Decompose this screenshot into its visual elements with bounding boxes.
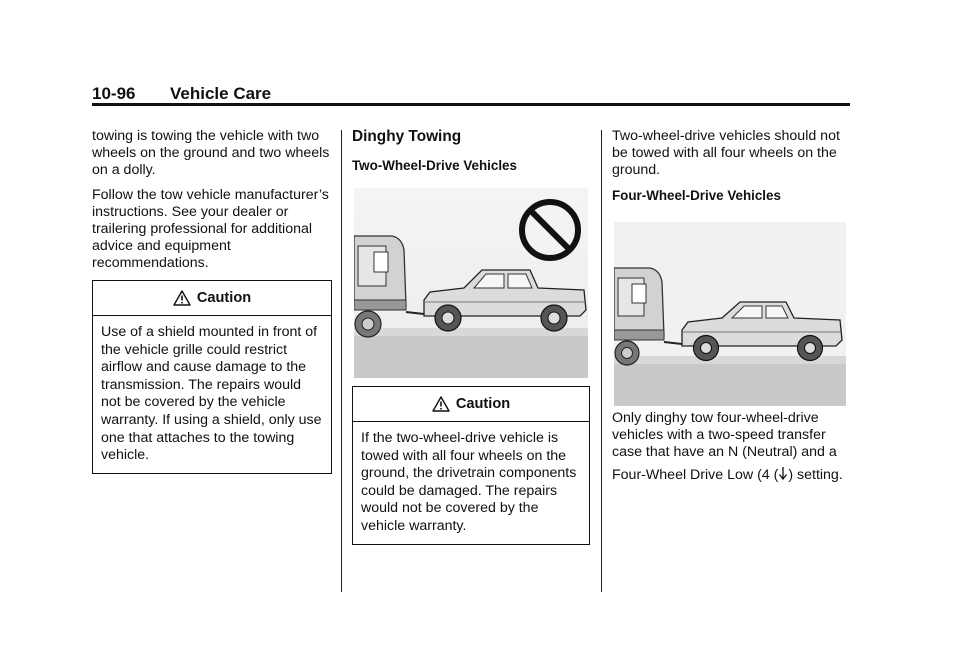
- page-number: 10-96: [92, 84, 136, 103]
- caution-text: If the two-wheel-drive vehicle is towed with all four wheels on the ground, the drivetrain components could be damaged. The repairs would not be covered by the vehicle warranty.: [361, 430, 577, 534]
- warning-triangle-icon: [173, 290, 191, 306]
- caution-box-shield: [92, 280, 332, 474]
- instructions-paragraph: Follow the tow vehicle manufacturer’s instructions. See your dealer or trailering professional for additional advice and equipment recommendations.: [92, 187, 329, 271]
- two-wheel-drive-subheading: Two-Wheel-Drive Vehicles: [352, 158, 517, 173]
- warning-triangle-icon: [432, 396, 450, 412]
- column-2: [352, 128, 590, 545]
- four-wheel-low-line: [612, 465, 852, 485]
- column-3: [612, 128, 852, 493]
- dinghy-towing-heading: Dinghy Towing: [352, 128, 462, 145]
- caution-text: Use of a shield mounted in front of the vehicle grille could restrict airflow and cause damage to the transmission. The repairs would not be covered by the vehicle warranty. If using a shield, only use one that attaches to the towing vehicle.: [101, 324, 322, 464]
- column-divider-1: [341, 130, 342, 592]
- four-wheel-low-text-post: ) setting.: [788, 467, 843, 483]
- column-1: [92, 128, 332, 474]
- caution-title: Caution: [196, 289, 252, 306]
- section-title: Vehicle Care: [170, 84, 272, 103]
- four-wheel-drive-towing-illustration: [614, 222, 846, 406]
- intro-paragraph: towing is towing the vehicle with two wheels on the ground and two wheels on a dolly.: [92, 128, 330, 178]
- four-wheel-drive-paragraph: Only dinghy tow four-wheel-drive vehicles with a two-speed transfer case that have an N (Neutral) and a: [612, 410, 837, 460]
- caution-header: [353, 387, 589, 422]
- caution-header: [93, 281, 331, 316]
- caution-box-drivetrain: [352, 386, 590, 545]
- four-wheel-drive-subheading: Four-Wheel-Drive Vehicles: [612, 188, 781, 203]
- two-wheel-drive-note: Two-wheel-drive vehicles should not be towed with all four wheels on the ground.: [612, 128, 840, 178]
- column-divider-2: [601, 130, 602, 592]
- two-wheel-drive-towing-illustration: [354, 188, 588, 378]
- four-wheel-low-icon: [778, 467, 788, 480]
- page-header: [92, 84, 850, 104]
- header-rule: [92, 103, 850, 106]
- caution-title: Caution: [455, 395, 511, 412]
- four-wheel-low-text-pre: Four-Wheel Drive Low (4 (: [612, 467, 779, 483]
